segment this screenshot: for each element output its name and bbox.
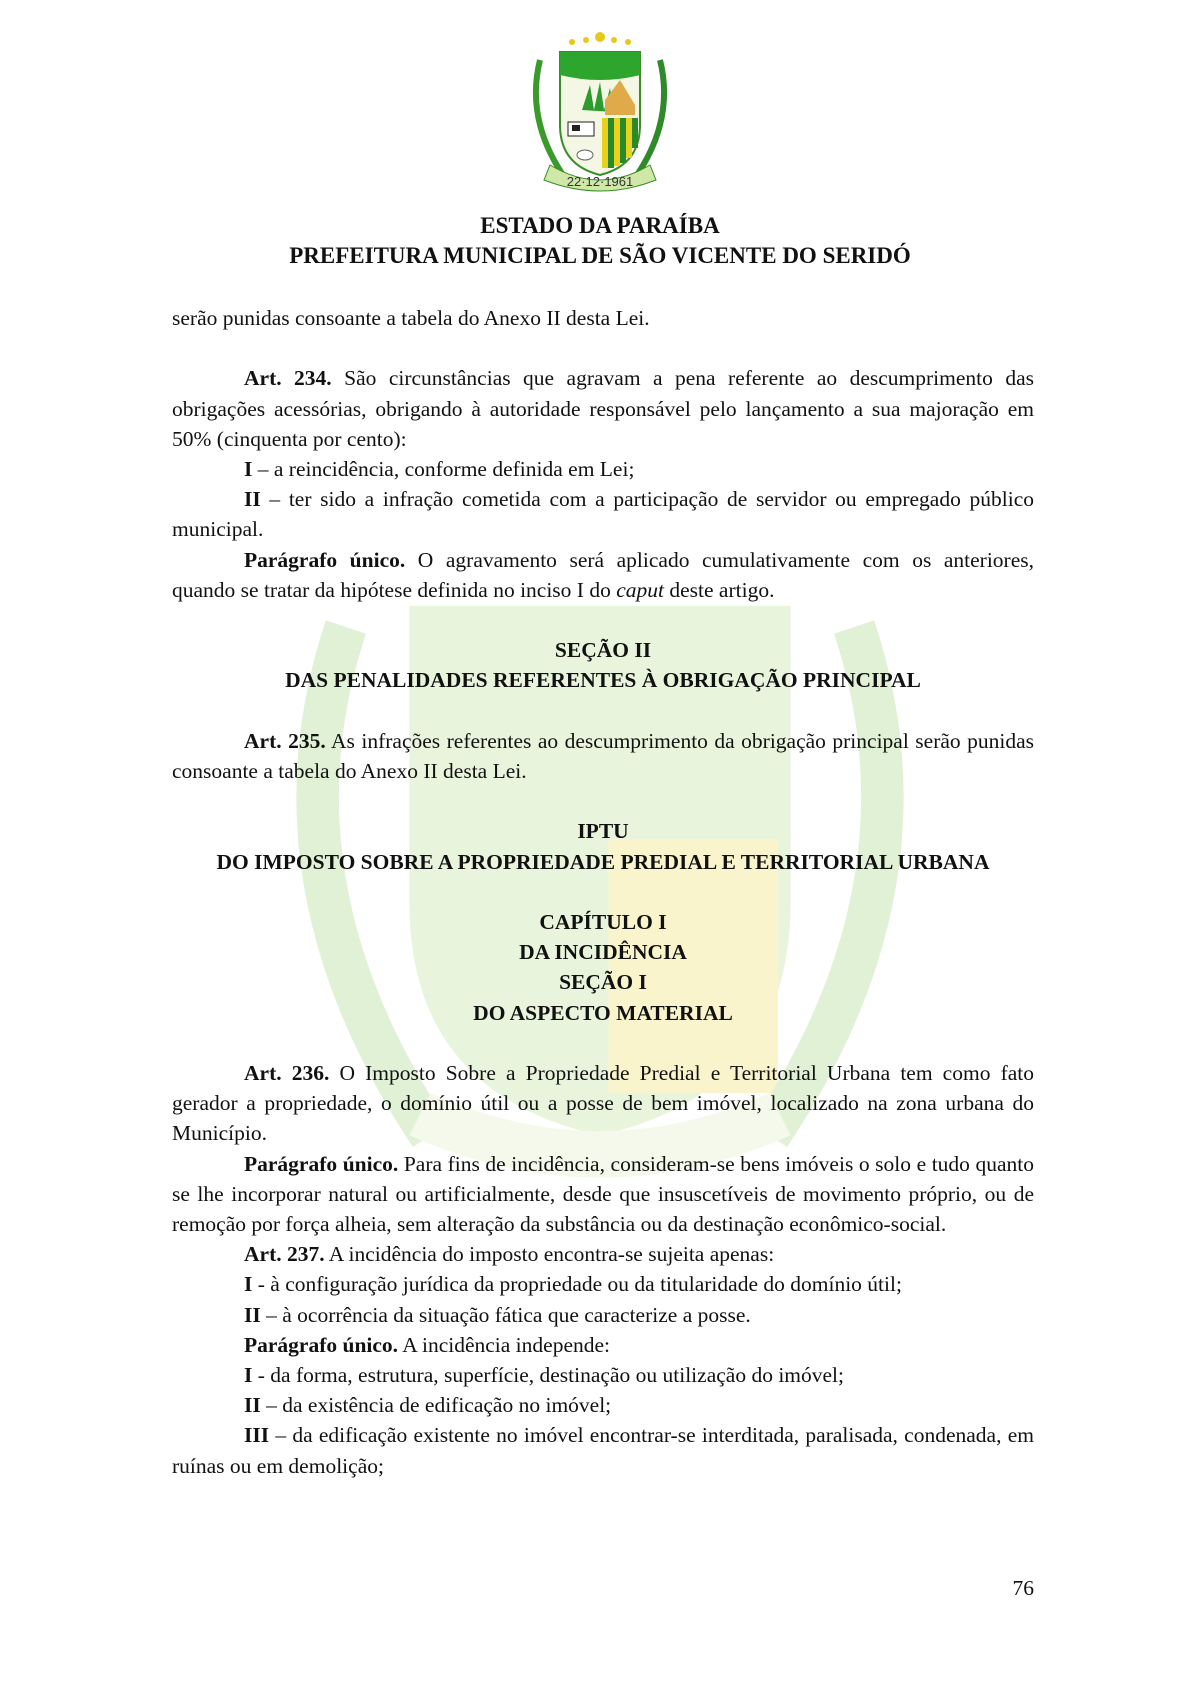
sole-paragraph [172,545,1034,605]
header-state: ESTADO DA PARAÍBA [480,213,720,238]
paragraph-label: Parágrafo único. [244,1151,399,1176]
item-text: – da edificação existente no imóvel encontrar-se interditada, paralisada, condenada, em ruínas ou em demolição; [172,1423,1034,1478]
paragraph-text: O agravamento será aplicado cumulativamente com os anteriores, quando se tratar da hipótese definida no inciso I do [172,547,1034,602]
section-heading: SEÇÃO II [554,638,652,663]
sole-paragraph [172,1330,1034,1360]
item-text: - da forma, estrutura, superfície, destinação ou utilização do imóvel; [252,1363,845,1388]
article-234 [172,363,1034,454]
item-number: I [244,1272,253,1297]
article-number: Art. 234. [244,366,332,391]
item-i [172,1269,1034,1299]
tax-title: DO IMPOSTO SOBRE A PROPRIEDADE PREDIAL E TERRITORIAL URBANA [216,849,990,874]
item-number: II [244,1393,261,1418]
document-body [172,303,1034,1481]
article-237 [172,1239,1034,1269]
item-number: II [244,487,261,512]
page-number: 76 [1012,1576,1034,1600]
article-text: As infrações referentes ao descumprimento da obrigação principal serão punidas consoante a tabela do Anexo II desta Lei. [172,728,1035,783]
item-iii [172,1420,1034,1480]
item-text: – da existência de edificação no imóvel; [260,1393,612,1418]
item-i [172,454,1034,484]
chapter-title: DA INCIDÊNCIA [519,940,687,965]
article-number: Art. 235. [244,728,326,753]
item-text: – à ocorrência da situação fática que caracterize a posse. [260,1302,751,1327]
item-i [172,1360,1034,1390]
article-number: Art. 236. [244,1060,330,1085]
paragraph-text: deste artigo. [664,577,775,602]
header-municipality: PREFEITURA MUNICIPAL DE SÃO VICENTE DO SERIDÓ [289,243,911,268]
italic-term: caput [616,577,664,602]
item-number: II [244,1302,261,1327]
sole-paragraph [172,1149,1034,1240]
item-ii [172,1300,1034,1330]
article-number: Art. 237. [244,1242,325,1267]
section-title: DO ASPECTO MATERIAL [473,1000,733,1025]
item-ii [172,484,1034,544]
emblem-date: 22·12·1961 [566,174,634,189]
paragraph-text: Para fins de incidência, consideram-se bens imóveis o solo e tudo quanto se lhe incorporar natural ou artificialmente, desde que insuscetíveis de movimento próprio, ou de remoção por força alheia, sem alteração da substância ou da destinação econômico-social. [172,1151,1034,1236]
item-number: I [244,457,253,481]
section-title: DAS PENALIDADES REFERENTES À OBRIGAÇÃO PRINCIPAL [285,668,921,693]
article-236 [172,1058,1034,1149]
item-number: I [244,1363,253,1388]
article-text: São circunstâncias que agravam a pena referente ao descumprimento das obrigações acessórias, obrigando à autoridade responsável pelo lançamento a sua majoração em 50% (cinquenta por cento): [172,366,1034,451]
section-heading: SEÇÃO I [559,970,647,995]
item-text: – ter sido a infração cometida com a participação de servidor ou empregado público municipal. [172,487,1034,542]
paragraph: serão punidas consoante a tabela do Anexo II desta Lei. [172,306,650,330]
stars-icon [569,32,631,45]
paragraph-label: Parágrafo único. [244,547,406,572]
tax-heading: IPTU [577,819,629,844]
item-text: - à configuração jurídica da propriedade ou da titularidade do domínio útil; [252,1272,902,1297]
article-235 [172,726,1034,786]
item-number: III [244,1423,270,1448]
paragraph-label: Parágrafo único. [244,1332,399,1357]
paragraph-text: A incidência independe: [398,1332,611,1357]
article-text: O Imposto Sobre a Propriedade Predial e Territorial Urbana tem como fato gerador a propriedade, o domínio útil ou a posse de bem imóvel, localizado na zona urbana do Município. [172,1060,1034,1146]
article-text: A incidência do imposto encontra-se sujeita apenas: [324,1242,775,1267]
item-ii [172,1390,1034,1420]
municipal-emblem [510,30,690,200]
chapter-heading: CAPÍTULO I [539,909,667,934]
item-text: – a reincidência, conforme definida em Lei; [252,457,635,481]
